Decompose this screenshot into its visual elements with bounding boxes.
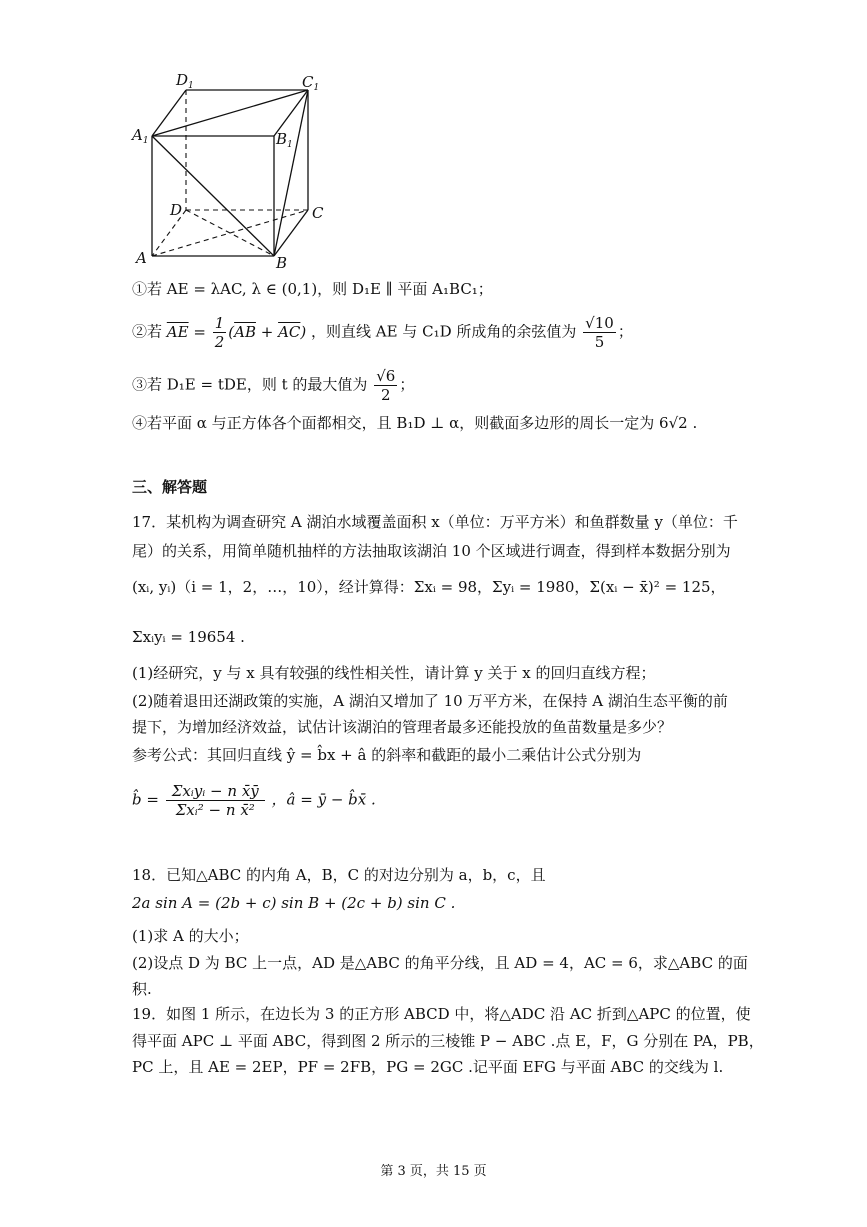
statement-2-formula: $\overline{AE}$ = $\frac{1}{2}$ $(\overline{AB} + \overline{AC})$ <box>166 314 312 351</box>
q17-formula: b̂ = $\frac{\text{Σxᵢyᵢ − n x̄ȳ}}{\text{Σxᵢ² − n x̄²}}$ ，â = ȳ − b̂x̄ . <box>132 782 376 819</box>
statement-2-end: ； <box>617 322 633 341</box>
label-B: B <box>276 254 288 272</box>
q18-part-1: (1)求 A 的大小； <box>132 927 249 945</box>
label-A: A <box>136 249 147 267</box>
statement-3-end: ； <box>399 375 415 394</box>
page-footer: 第 3 页，共 15 页 <box>380 1164 487 1179</box>
statement-3-prefix: ③若 D₁E = tDE，则 t 的最大值为 <box>132 375 368 394</box>
statement-2-fraction: $\frac{√10}{5}$ <box>585 314 614 351</box>
statement-2 <box>132 314 633 351</box>
label-D1: $D_1$ <box>176 71 194 91</box>
label-D: D <box>170 201 183 219</box>
q17-formula-a: ，â = ȳ − b̂x̄ . <box>271 790 376 809</box>
statement-4: ④若平面 α 与正方体各个面都相交，且 B₁D ⊥ α，则截面多边形的周长一定为 6√2 . <box>132 414 698 432</box>
q18-part-2b: 积. <box>132 980 152 998</box>
q19-line-1: 19．如图 1 所示，在边长为 3 的正方形 ABCD 中，将△ADC 沿 AC 折到△APC 的位置，使 <box>132 1005 751 1023</box>
q17-part-2a: (2)随着退田还湖政策的实施，A 湖泊又增加了 10 万平方米，在保持 A 湖泊生态平衡的前 <box>132 692 728 710</box>
label-A1: $A_1$ <box>132 126 149 146</box>
q18-part-2a: (2)设点 D 为 BC 上一点，AD 是△ABC 的角平分线，且 AD = 4，AC = 6，求△ABC 的面 <box>132 954 748 972</box>
label-B1: $B_1$ <box>276 130 293 150</box>
q17-part-2b: 提下，为增加经济效益，试估计该湖泊的管理者最多还能投放的鱼苗数量是多少？ <box>132 718 673 736</box>
statement-2-middle: ，则直线 AE 与 C₁D 所成角的余弦值为 <box>311 322 577 341</box>
q17-reference: 参考公式：其回归直线 ŷ = b̂x + â 的斜率和截距的最小二乘估计公式分别为 <box>132 746 642 764</box>
statement-1: ①若 AE = λAC, λ ∈ (0,1)，则 D₁E ∥ 平面 A₁BC₁； <box>132 280 493 298</box>
q17-line-4: Σxᵢyᵢ = 19654 . <box>132 628 245 646</box>
q17-line-1: 17．某机构为调查研究 A 湖泊水域覆盖面积 x（单位：万平方米）和鱼群数量 y（单位：千 <box>132 513 738 531</box>
q19-line-2: 得平面 APC ⊥ 平面 ABC，得到图 2 所示的三棱锥 P − ABC .点 E，F，G 分别在 PA，PB， <box>132 1032 764 1050</box>
cube-figure <box>130 68 340 273</box>
q18-line-1: 18．已知△ABC 的内角 A，B，C 的对边分别为 a，b，c，且 <box>132 866 546 884</box>
q17-part-1: (1)经研究，y 与 x 具有较强的线性相关性，请计算 y 关于 x 的回归直线方程； <box>132 664 656 682</box>
q17-formula-b-fraction: $\frac{\text{Σxᵢyᵢ − n x̄ȳ}}{\text{Σxᵢ² − n x̄²}}$ <box>166 782 265 819</box>
statement-3 <box>132 367 414 404</box>
q17-line-2: 尾）的关系，用简单随机抽样的方法抽取该湖泊 10 个区域进行调查，得到样本数据分别为 <box>132 542 731 560</box>
q18-line-2: 2a sin A = (2b + c) sin B + (2c + b) sin C . <box>132 894 456 912</box>
statement-3-fraction: $\frac{√6}{2}$ <box>376 367 396 404</box>
label-C: C <box>312 204 324 222</box>
label-C1: $C_1$ <box>302 73 320 93</box>
q17-line-3: (xᵢ, yᵢ)（i = 1，2，…，10），经计算得：Σxᵢ = 98，Σyᵢ = 1980，Σ(xᵢ − x̄)² = 125， <box>132 578 726 596</box>
statement-2-prefix: ②若 <box>132 322 163 341</box>
q19-line-3: PC 上，且 AE = 2EP，PF = 2FB，PG = 2GC .记平面 EFG 与平面 ABC 的交线为 l. <box>132 1058 724 1076</box>
section-title: 三、解答题 <box>132 478 208 496</box>
